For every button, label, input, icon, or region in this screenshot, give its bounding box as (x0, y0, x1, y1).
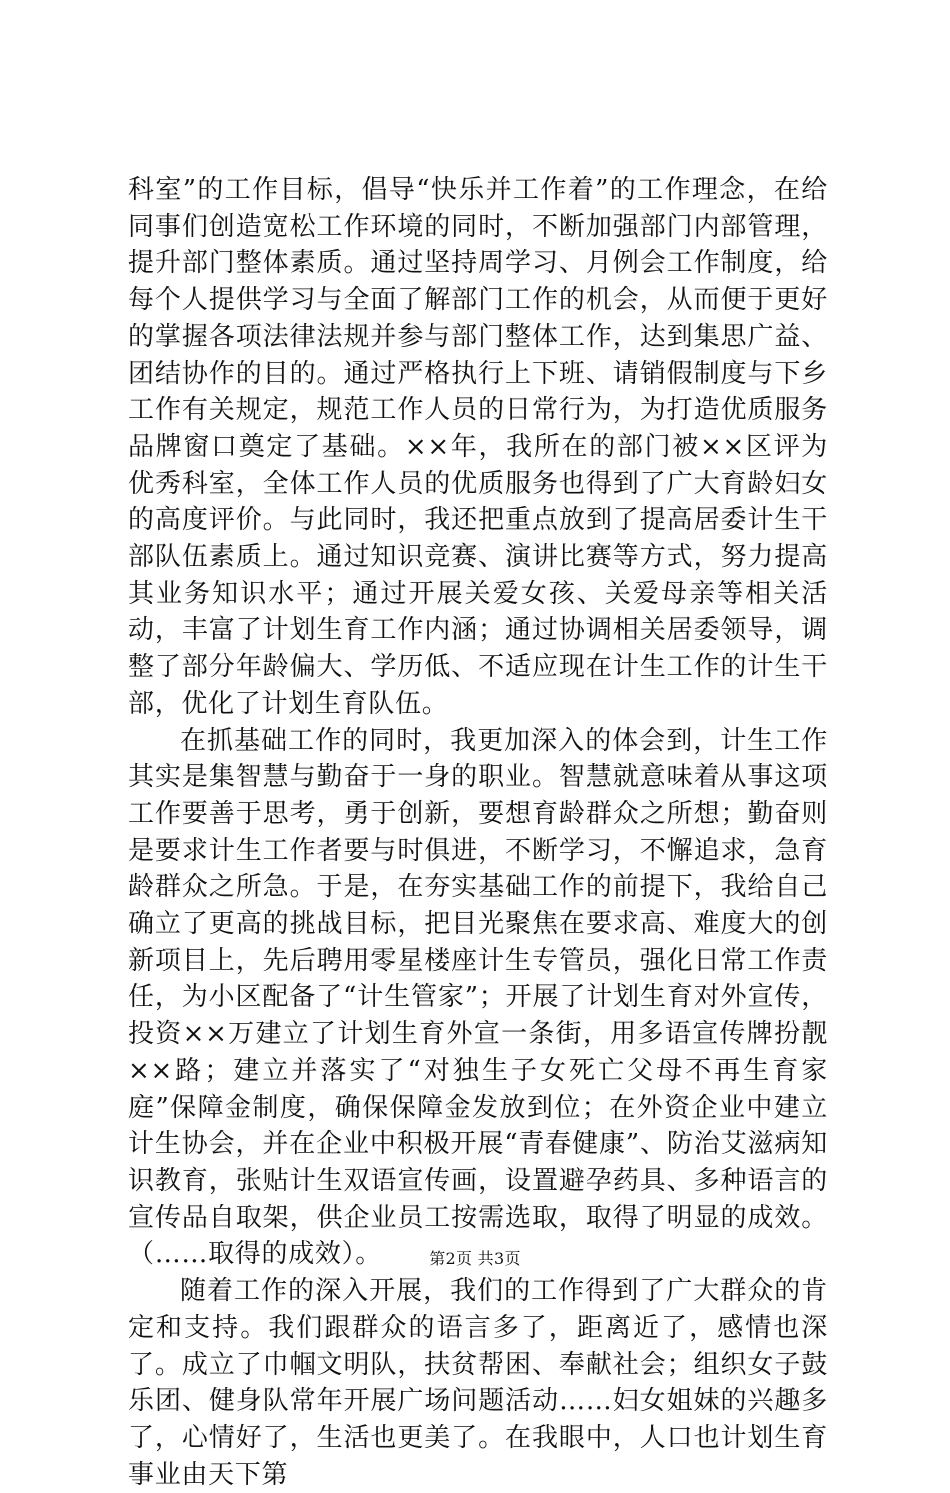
body-paragraph-1: 科室”的工作目标，倡导“快乐并工作着”的工作理念，在给同事们创造宽松工作环境的同时，不断加强部门内部管理，提升部门整体素质。通过坚持周学习、月例会工作制度，给每个人提供学习与全面了解部门工作的机会，从而便于更好的掌握各项法律法规并参与部门整体工作，达到集思广益、团结协作的目的。通过严格执行上下班、请销假制度与下乡工作有关规定，规范工作人员的日常行为，为打造优质服务品牌窗口奠定了基础。××年，我所在的部门被××区评为优秀科室，全体工作人员的优质服务也得到了广大育龄妇女的高度评价。与此同时，我还把重点放到了提高居委计生干部队伍素质上。通过知识竞赛、演讲比赛等方式，努力提高其业务知识水平；通过开展关爱女孩、关爱母亲等相关活动，丰富了计划生育工作内涵；通过协调相关居委领导，调整了部分年龄偏大、学历低、不适应现在计生工作的计生干部，优化了计划生育队伍。 (128, 175, 828, 719)
body-paragraph-3: 随着工作的深入开展，我们的工作得到了广大群众的肯定和支持。我们跟群众的语言多了，距离近了，感情也深了。成立了巾帼文明队，扶贫帮困、奉献社会；组织女子鼓乐团、健身队常年开展广场问题活动……妇女姐妹的兴趣多了，心情好了，生活也更美了。在我眼中，人口也计划生育事业由天下第 (128, 1276, 828, 1490)
page-footer: 第2页 共3页 (429, 1249, 521, 1268)
body-paragraph-2: 在抓基础工作的同时，我更加深入的体会到，计生工作其实是集智慧与勤奋于一身的职业。智慧就意味着从事这项工作要善于思考，勇于创新，要想育龄群众之所想；勤奋则是要求计生工作者要与时俱进，不断学习，不懈追求，急育龄群众之所急。于是，在夯实基础工作的前提下，我给自己确立了更高的挑战目标，把目光聚焦在要求高、难度大的创新项目上，先后聘用零星楼座计生专管员，强化日常工作责任，为小区配备了“计生管家”；开展了计划生育对外宣传，投资××万建立了计划生育外宣一条街，用多语宣传牌扮靓××路；建立并落实了“对独生子女死亡父母不再生育家庭”保障金制度，确保保障金发放到位；在外资企业中建立计生协会，并在企业中积极开展“青春健康”、防治艾滋病知识教育，张贴计生双语宣传画，设置避孕药具、多种语言的宣传品自取架，供企业员工按需选取，取得了明显的成效。（……取得的成效）。 (128, 725, 828, 1270)
document-body (128, 172, 828, 1493)
